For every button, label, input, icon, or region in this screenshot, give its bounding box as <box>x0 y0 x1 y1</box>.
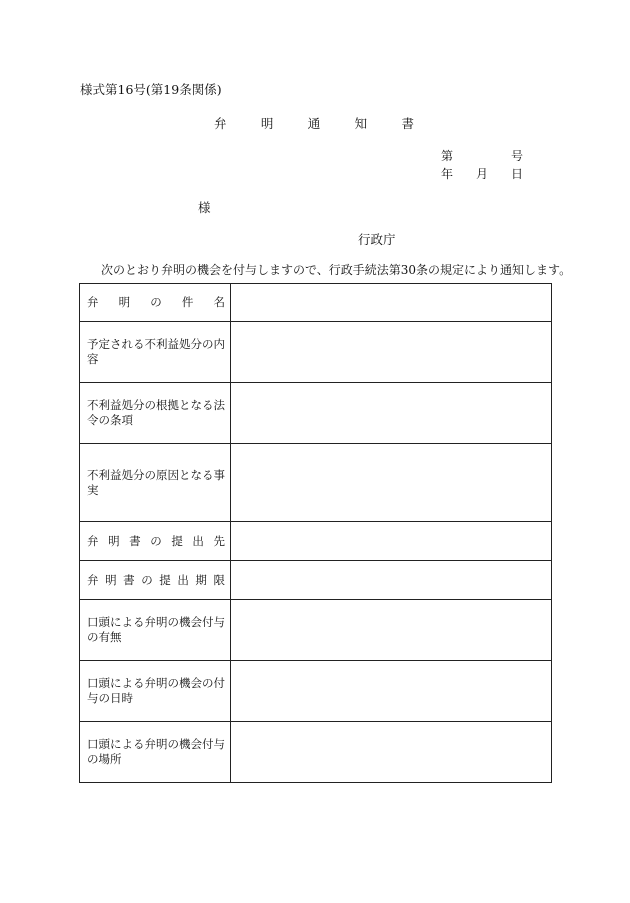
submission-deadline-field[interactable] <box>231 561 552 600</box>
label-char: 弁 <box>87 533 99 548</box>
label-char: 限 <box>213 572 225 587</box>
label-char: 件 <box>181 295 194 309</box>
title-char: 明 <box>260 116 274 131</box>
oral-datetime-field[interactable] <box>231 661 552 722</box>
label-char: 出 <box>177 572 189 587</box>
label-char: 明 <box>118 295 131 309</box>
date-day: 日 <box>510 167 523 181</box>
label-char: 明 <box>108 533 120 548</box>
table-row <box>80 444 552 522</box>
legal-basis-field[interactable] <box>231 383 552 444</box>
table-row <box>80 661 552 722</box>
case-name-field[interactable] <box>231 284 552 322</box>
date-month: 月 <box>475 167 488 181</box>
row-label: 口頭による弁明の機会付与の場所 <box>80 722 231 783</box>
label-char: 提 <box>159 572 171 587</box>
row-label <box>80 284 231 322</box>
title-char: 知 <box>354 116 368 131</box>
table-row <box>80 600 552 661</box>
table-row <box>80 383 552 444</box>
label-char: 弁 <box>87 295 99 309</box>
document-number-line <box>441 147 523 164</box>
table-row <box>80 722 552 783</box>
table-row <box>80 322 552 383</box>
row-label: 口頭による弁明の機会付与の有無 <box>80 600 231 661</box>
number-suffix: 号 <box>510 149 523 163</box>
table-row <box>80 522 552 561</box>
table-row <box>80 284 552 322</box>
number-prefix: 第 <box>441 149 454 163</box>
oral-opportunity-field[interactable] <box>231 600 552 661</box>
row-label <box>80 561 231 600</box>
row-label: 不利益処分の根拠となる法令の条項 <box>80 383 231 444</box>
row-label <box>80 522 231 561</box>
notice-table <box>79 283 552 783</box>
table-row <box>80 561 552 600</box>
label-char: 書 <box>123 572 135 587</box>
label-char: 提 <box>171 533 183 548</box>
title-char: 弁 <box>214 116 227 131</box>
label-char: 先 <box>213 533 225 548</box>
row-label: 予定される不利益処分の内容 <box>80 322 231 383</box>
label-char: 明 <box>105 572 117 587</box>
date-year: 年 <box>441 167 454 181</box>
document-title <box>214 114 414 132</box>
addressee-honorific: 様 <box>198 200 211 215</box>
row-label: 口頭による弁明の機会の付与の日時 <box>80 661 231 722</box>
label-char: 弁 <box>87 572 99 587</box>
label-char: の <box>150 295 162 309</box>
oral-location-field[interactable] <box>231 722 552 783</box>
row-label: 不利益処分の原因となる事実 <box>80 444 231 522</box>
title-char: 通 <box>307 116 321 131</box>
label-char: 期 <box>195 572 207 587</box>
label-char: 名 <box>213 295 225 309</box>
intro-text: 次のとおり弁明の機会を付与しますので、行政手続法第30条の規定により通知します。 <box>101 263 572 277</box>
title-char: 書 <box>401 116 414 131</box>
cause-facts-field[interactable] <box>231 444 552 522</box>
label-char: の <box>150 533 162 548</box>
planned-disposition-field[interactable] <box>231 322 552 383</box>
label-char: 出 <box>192 533 204 548</box>
submission-destination-field[interactable] <box>231 522 552 561</box>
label-char: の <box>141 572 153 587</box>
sender-agency: 行政庁 <box>358 232 396 247</box>
form-number: 様式第16号(第19条関係) <box>80 82 222 97</box>
label-char: 書 <box>129 533 141 548</box>
document-date-line <box>441 165 523 182</box>
